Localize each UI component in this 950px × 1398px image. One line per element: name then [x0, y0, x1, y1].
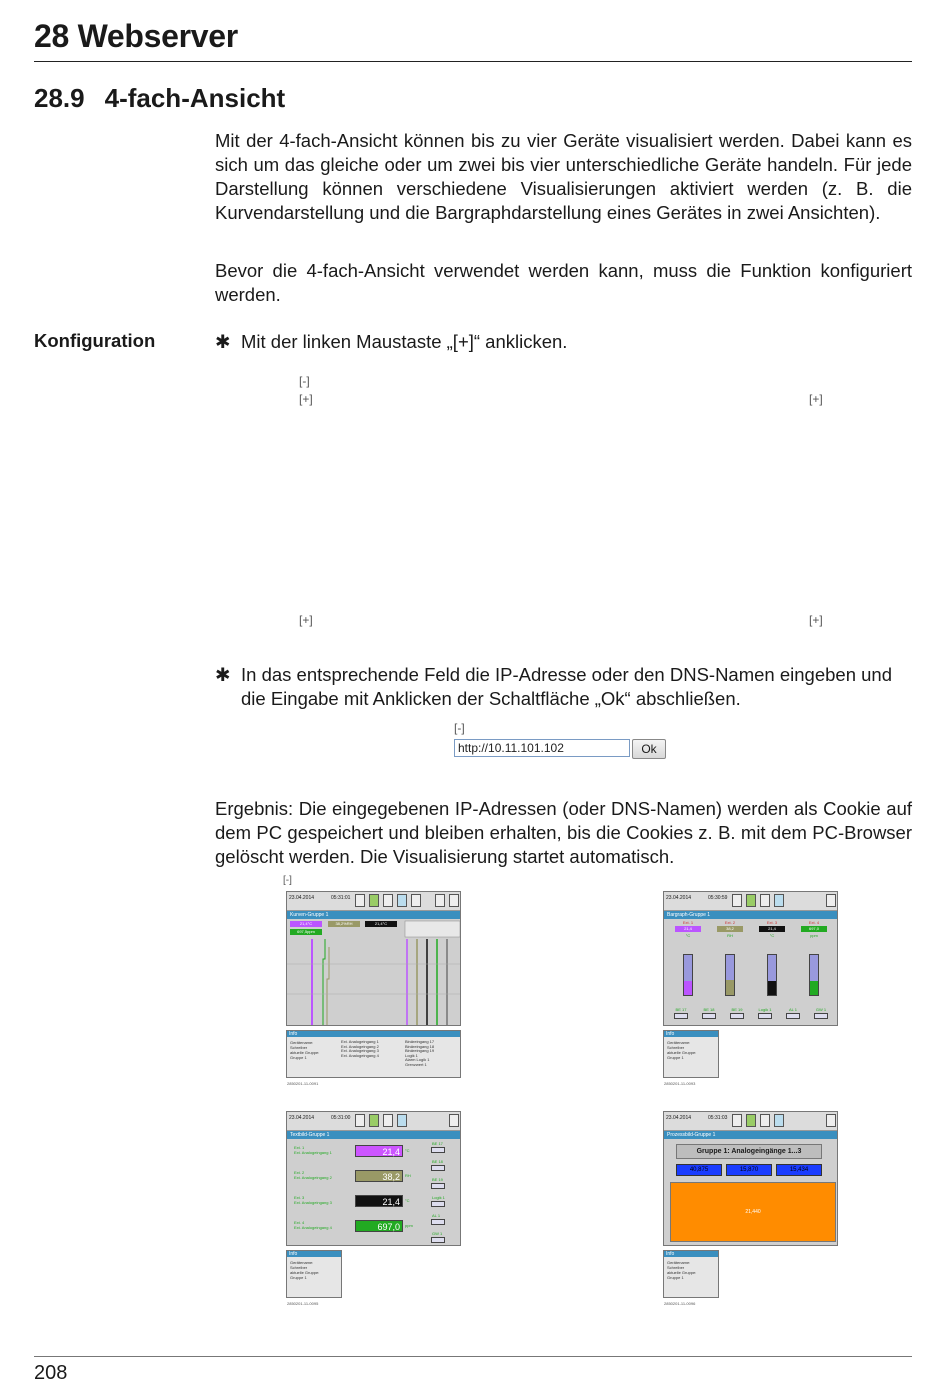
binary-switch-icon	[431, 1165, 445, 1171]
curve-view-screen	[286, 891, 461, 1026]
group-icon[interactable]	[449, 1114, 459, 1127]
info-lines	[667, 1040, 696, 1060]
curve-area	[287, 919, 460, 1026]
screen-header	[287, 892, 460, 911]
bar-fill	[726, 980, 734, 995]
bar-channel-label: Ext. 3	[766, 920, 778, 925]
group-label: Gruppe 1: Analogeingänge 1...3	[676, 1144, 822, 1159]
binary-switch-icon	[431, 1201, 445, 1207]
bar-track	[683, 954, 693, 996]
device-icon	[383, 894, 393, 907]
info-lines	[290, 1040, 319, 1060]
info-line: aktuelle Gruppe:	[290, 1050, 320, 1055]
info-line: aktuelle Gruppe:	[667, 1270, 697, 1275]
bar-value: 21,4	[759, 926, 785, 932]
text-row-unit: °C	[405, 1198, 410, 1203]
text-row-value: 38,2	[355, 1170, 403, 1182]
battery-icon	[355, 1114, 365, 1127]
section-heading	[34, 83, 285, 114]
screen-time: 05:31:03	[708, 1115, 728, 1121]
value-badge: 21,4°C	[290, 921, 322, 927]
legend-item: Binäreingang 17	[405, 1039, 435, 1044]
screen-time: 05:31:00	[331, 1115, 351, 1121]
battery-icon	[732, 1114, 742, 1127]
legend-item: Logik 1	[405, 1052, 418, 1058]
text-row-name: Ext. 3	[294, 1195, 305, 1200]
screen-header	[287, 1112, 460, 1131]
bar-fill	[684, 981, 692, 995]
bar-value: 21,4	[675, 926, 701, 932]
legend-col-1	[341, 1040, 379, 1058]
section-title: 4-fach-Ansicht	[104, 83, 286, 113]
curve-chart	[287, 919, 461, 1026]
bar-track	[725, 954, 735, 996]
info-line: Schreiber	[290, 1045, 308, 1050]
bar-track	[767, 954, 777, 996]
binary-label: GW 1	[432, 1231, 443, 1236]
bullet-icon: ✱	[215, 331, 231, 352]
process-value: 15,870	[726, 1164, 772, 1176]
binary-label: BE 18	[703, 1007, 715, 1012]
history-icon[interactable]	[411, 894, 421, 907]
add-view-link-bottom-right[interactable]: [+]	[809, 613, 823, 627]
bug-icon	[369, 1114, 379, 1127]
info-line: aktuelle Gruppe:	[290, 1270, 320, 1275]
value-badge: 21,4°C	[365, 921, 397, 927]
screen-time: 05:30:59	[708, 895, 728, 901]
info-line: Schreiber	[667, 1045, 685, 1050]
battery-icon	[732, 894, 742, 907]
value-badge: 697,5ppm	[290, 929, 322, 935]
legend-item: Ext. Analogeingang 2	[341, 1043, 379, 1049]
screen-header	[664, 1112, 837, 1131]
screen-footer: 2850201-11-0093	[664, 1081, 696, 1086]
step-1-text: Mit der linken Maustaste „[+]“ anklicken.	[241, 331, 568, 352]
binary-switch-icon	[730, 1013, 744, 1019]
info-line: aktuelle Gruppe:	[667, 1050, 697, 1055]
bar-channel-label: Ext. 1	[682, 920, 694, 925]
text-row-name: Ext. 1	[294, 1145, 305, 1150]
screen-title: Textbild-Gruppe 1	[287, 1131, 460, 1139]
legend-col-2	[405, 1040, 434, 1067]
add-view-link-top-right[interactable]: [+]	[809, 392, 823, 406]
text-row-desc: Ext. Analogeingang 3	[294, 1200, 332, 1205]
info-icon	[774, 1114, 784, 1127]
binary-switch-icon	[814, 1013, 828, 1019]
screen-title: Bargraph-Gruppe 1	[664, 911, 837, 919]
binary-label: BE 17	[675, 1007, 687, 1012]
bug-icon	[746, 894, 756, 907]
info-icon	[397, 894, 407, 907]
text-row-value: 21,4	[355, 1145, 403, 1157]
chapter-title: 28 Webserver	[34, 18, 238, 54]
binary-switch-icon	[674, 1013, 688, 1019]
binary-label: GW 1	[815, 1007, 827, 1012]
screens-collapse-link[interactable]: [-]	[283, 875, 292, 886]
bar-area	[664, 919, 837, 1026]
process-view-screen	[663, 1111, 838, 1246]
text-row-value: 697,0	[355, 1220, 403, 1232]
bargraph-view-screen	[663, 891, 838, 1026]
bug-icon	[369, 894, 379, 907]
device-icon	[760, 894, 770, 907]
value-badge: 38,2%RH	[328, 921, 360, 927]
screen-date: 23.04.2014	[289, 1115, 315, 1121]
bar-track	[809, 954, 819, 996]
info-icon	[397, 1114, 407, 1127]
binary-label: BE 19	[731, 1007, 743, 1012]
group-icon[interactable]	[449, 894, 459, 907]
legend-item: Ext. Analogeingang 3	[341, 1048, 379, 1053]
bar-unit: RH	[727, 933, 733, 938]
info-title: Info	[287, 1031, 460, 1037]
binary-switch-icon	[758, 1013, 772, 1019]
group-icon[interactable]	[826, 1114, 836, 1127]
process-value: 15,434	[776, 1164, 822, 1176]
intro-paragraph-2: Bevor die 4-fach-Ansicht verwendet werden kann, muss die Funktion konfiguriert werden.	[215, 260, 912, 305]
step-1	[215, 330, 912, 354]
screen-title: Prozessbild-Gruppe 1	[664, 1131, 837, 1139]
info-line: Gerätename:	[667, 1260, 691, 1265]
text-area	[287, 1139, 460, 1246]
text-row-name: Ext. 2	[294, 1170, 305, 1175]
text-row-unit: ppm	[405, 1223, 413, 1228]
binary-label: AL 1	[788, 1007, 798, 1012]
page-number: 208	[34, 1362, 68, 1384]
address-input[interactable]: http://10.11.101.102	[454, 739, 630, 757]
screen-title: Kurven-Gruppe 1	[287, 911, 460, 919]
text-row-desc: Ext. Analogeingang 2	[294, 1175, 332, 1180]
screen-date: 23.04.2014	[666, 1115, 692, 1121]
step-2	[215, 663, 912, 711]
screen-time: 05:31:01	[331, 895, 351, 901]
info-panel	[286, 1030, 461, 1078]
text-row-unit: °C	[405, 1148, 410, 1153]
legend-item: Ext. Analogeingang 4	[341, 1052, 379, 1058]
result-paragraph: Ergebnis: Die eingegebenen IP-Adressen (oder DNS-Namen) werden als Cookie auf dem PC gespeichert und bleiben erhalten, bis die Cookies z. B. mit dem PC-Browser gelöscht werden. Die Visualisierung startet automatisch.	[215, 798, 912, 867]
bar-channel-label: Ext. 2	[724, 920, 736, 925]
screen-footer: 2850201-11-0096	[664, 1301, 696, 1306]
screen-footer: 2850201-11-0095	[287, 1301, 319, 1306]
bar-channel-label: Ext. 4	[808, 920, 820, 925]
info-lines	[290, 1260, 319, 1280]
info-lines	[667, 1260, 696, 1280]
bar-value: 697,0	[801, 926, 827, 932]
config-label: Konfiguration	[34, 330, 156, 351]
device-icon	[383, 1114, 393, 1127]
process-area	[664, 1139, 837, 1246]
step-2-text: In das entsprechende Feld die IP-Adresse oder den DNS-Namen eingeben und die Eingabe mit Anklicken der Schaltfläche „Ok“ abschließen.	[241, 664, 892, 709]
screen-header	[664, 892, 837, 911]
group-icon[interactable]	[826, 894, 836, 907]
binary-label: AL 1	[432, 1213, 441, 1218]
add-view-link-bottom-left[interactable]: [+]	[299, 613, 313, 627]
bug-icon	[746, 1114, 756, 1127]
header-rule	[34, 61, 912, 62]
bar-unit: ppm	[810, 933, 818, 938]
info-panel	[663, 1030, 719, 1078]
info-panel	[286, 1250, 342, 1298]
info-line: Gerätename:	[667, 1040, 691, 1045]
info-title: Info	[664, 1031, 718, 1037]
legend-item: Alarm Logik 1	[405, 1057, 430, 1062]
info-line: Gruppe 1	[667, 1275, 684, 1280]
info-line: Schreiber	[667, 1265, 685, 1270]
info-line: Gruppe 1	[667, 1055, 684, 1060]
legend-item: Binäreingang 19	[405, 1048, 435, 1053]
process-big-value: 21,440	[670, 1182, 836, 1242]
info-title: Info	[287, 1251, 341, 1257]
text-view-screen	[286, 1111, 461, 1246]
text-row-value: 21,4	[355, 1195, 403, 1207]
bar-fill	[768, 981, 776, 995]
bar-unit: °C	[685, 933, 691, 938]
binary-switch-icon	[431, 1219, 445, 1225]
info-icon	[774, 894, 784, 907]
device-icon	[760, 1114, 770, 1127]
info-panel	[663, 1250, 719, 1298]
process-value: 40,875	[676, 1164, 722, 1176]
bullet-icon: ✱	[215, 664, 231, 685]
text-row-name: Ext. 4	[294, 1220, 305, 1225]
collapse-link[interactable]: [-]	[299, 374, 310, 388]
section-number: 28.9	[34, 83, 85, 113]
address-collapse-link[interactable]: [-]	[454, 721, 465, 735]
ok-button[interactable]: Ok	[632, 739, 666, 759]
binary-label: BE 19	[432, 1177, 443, 1182]
intro-paragraph-1: Mit der 4-fach-Ansicht können bis zu vier Geräte visualisiert werden. Dabei kann es sich um das gleiche oder um zwei bis vier unterschiedliche Geräte handeln. Für jede Darstellung können verschiedene Visualisierungen aktiviert werden (z. B. die Kurvendarstellung und die Bargraphdarstellung eines Gerätes in zwei Ansichten).	[215, 130, 912, 223]
info-line: Gruppe 1	[290, 1055, 307, 1060]
info-line: Gruppe 1	[290, 1275, 307, 1280]
battery-icon	[355, 894, 365, 907]
info-title: Info	[664, 1251, 718, 1257]
binary-label: Logik 1	[432, 1195, 445, 1200]
binary-switch-icon	[702, 1013, 716, 1019]
text-row-unit: RH	[405, 1173, 411, 1178]
screen-date: 23.04.2014	[666, 895, 692, 901]
info-line: Schreiber	[290, 1265, 308, 1270]
footer-rule	[34, 1356, 912, 1357]
legend-item: Grenzwert 1	[405, 1061, 427, 1067]
text-row-desc: Ext. Analogeingang 4	[294, 1225, 332, 1230]
binary-label: BE 18	[432, 1159, 443, 1164]
info-line: Gerätename:	[290, 1040, 314, 1045]
binary-switch-icon	[786, 1013, 800, 1019]
legend-item: Binäreingang 18	[405, 1043, 435, 1049]
bar-value: 38,2	[717, 926, 743, 932]
screen-date: 23.04.2014	[289, 895, 315, 901]
info-line: Gerätename:	[290, 1260, 314, 1265]
bar-fill	[810, 981, 818, 995]
legend-item: Ext. Analogeingang 1	[341, 1039, 379, 1044]
channel-icon[interactable]	[435, 894, 445, 907]
add-view-link-top-left[interactable]: [+]	[299, 392, 313, 406]
binary-label: Logik 1	[758, 1007, 772, 1012]
binary-label: BE 17	[432, 1141, 443, 1146]
text-row-desc: Ext. Analogeingang 1	[294, 1150, 332, 1155]
screen-footer: 2850201-11-0091	[287, 1081, 319, 1086]
binary-switch-icon	[431, 1237, 445, 1243]
binary-switch-icon	[431, 1183, 445, 1189]
bar-unit: °C	[769, 933, 775, 938]
binary-switch-icon	[431, 1147, 445, 1153]
